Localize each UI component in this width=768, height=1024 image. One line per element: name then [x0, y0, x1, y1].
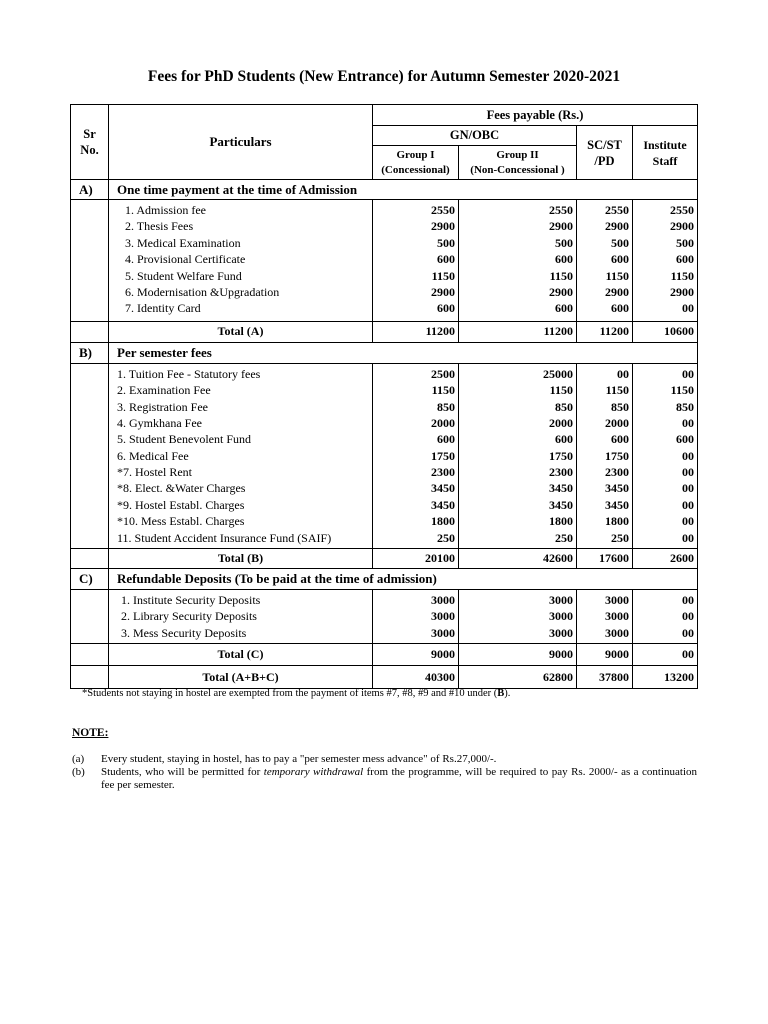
cell-line: 500	[611, 235, 629, 250]
cell-line: 2500	[431, 366, 455, 381]
cell-line: 1800	[431, 514, 455, 529]
cell-line: 6. Medical Fee	[117, 448, 189, 463]
group2-header: Group II (Non-Concessional )	[459, 146, 577, 180]
total-label: Total (B)	[109, 549, 373, 569]
cell-line: 2. Thesis Fees	[125, 219, 194, 234]
cell-line: 2900	[549, 219, 573, 234]
cell-line: 3000	[549, 609, 573, 624]
cell-line: 850	[437, 399, 455, 414]
total-group2: 11200	[459, 321, 577, 342]
cell-line: 1750	[431, 448, 455, 463]
total-scst: 11200	[577, 321, 633, 342]
cell-line: 3000	[431, 625, 455, 640]
cell-line: 00	[682, 625, 694, 640]
cell-line: 1150	[431, 383, 455, 398]
note-text: Every student, staying in hostel, has to pay a "per semester mess advance" of Rs.27,000/-.	[101, 753, 497, 765]
grand-total-group1: 40300	[373, 666, 459, 689]
cell-line: 1750	[605, 448, 629, 463]
cell-line: 5. Student Benevolent Fund	[117, 432, 251, 447]
section-title: Per semester fees	[109, 342, 698, 363]
cell-line: 600	[611, 252, 629, 267]
cell-line: 1150	[549, 383, 573, 398]
group2-values	[459, 200, 577, 322]
group1-values	[373, 200, 459, 322]
grand-total-label: Total (A+B+C)	[109, 666, 373, 689]
total-group1: 9000	[373, 644, 459, 666]
section-title: One time payment at the time of Admission	[109, 180, 698, 200]
scst-values	[577, 363, 633, 548]
cell-line: 3000	[431, 593, 455, 608]
cell-line: 1750	[549, 448, 573, 463]
cell-line: 1. Admission fee	[125, 203, 206, 217]
cell-line: 00	[682, 497, 694, 512]
total-staff: 10600	[633, 321, 698, 342]
cell-line: 1800	[605, 514, 629, 529]
total-scst: 17600	[577, 549, 633, 569]
group1-header: Group I (Concessional)	[373, 146, 459, 180]
cell-line: 850	[611, 399, 629, 414]
cell-line: 1800	[549, 514, 573, 529]
cell-line: 600	[555, 432, 573, 447]
cell-line: 1150	[431, 268, 455, 283]
staff-header: Institute Staff	[633, 126, 698, 180]
cell-line: 500	[437, 235, 455, 250]
scst-values	[577, 200, 633, 322]
cell-line: 6. Modernisation &Upgradation	[125, 284, 280, 299]
section-a-header-row	[71, 180, 698, 200]
cell-line: 00	[682, 366, 694, 381]
grand-total-group2: 62800	[459, 666, 577, 689]
cell-line: 2900	[431, 284, 455, 299]
cell-line: 2000	[605, 415, 629, 430]
hostel-footnote: *Students not staying in hostel are exempted from the payment of items #7, #8, #9 and #10 under (B).	[82, 688, 511, 699]
cell-line: 00	[682, 514, 694, 529]
note-heading: NOTE:	[72, 727, 109, 739]
cell-line: 250	[611, 530, 629, 545]
cell-line: 600	[676, 252, 694, 267]
cell-line: 600	[555, 301, 573, 316]
section-b-items-row	[71, 363, 698, 548]
cell-line: 00	[617, 366, 629, 381]
staff-values	[633, 363, 698, 548]
section-c-items-row	[71, 590, 698, 644]
cell-line: 2000	[431, 415, 455, 430]
cell-line: 600	[676, 432, 694, 447]
group1-values	[373, 363, 459, 548]
cell-line: 1150	[605, 383, 629, 398]
section-letter: C)	[71, 569, 109, 590]
section-c-header-row	[71, 569, 698, 590]
total-group1: 20100	[373, 549, 459, 569]
cell-line: 500	[676, 235, 694, 250]
cell-line: 2550	[431, 203, 455, 217]
staff-values	[633, 590, 698, 644]
cell-line: 3000	[549, 593, 573, 608]
cell-line: 00	[682, 301, 694, 316]
total-label: Total (A)	[109, 321, 373, 342]
cell-line: 250	[555, 530, 573, 545]
cell-line: 1. Tuition Fee - Statutory fees	[117, 366, 261, 381]
cell-line: *7. Hostel Rent	[117, 465, 192, 480]
cell-line: 1. Institute Security Deposits	[121, 593, 261, 608]
cell-line: 2900	[431, 219, 455, 234]
cell-line: 11. Student Accident Insurance Fund (SAIF)	[117, 530, 332, 545]
total-row	[71, 644, 698, 666]
cell-line: 2000	[549, 415, 573, 430]
gn-obc-header: GN/OBC	[373, 126, 577, 146]
cell-line: 600	[437, 432, 455, 447]
total-group1: 11200	[373, 321, 459, 342]
cell-line: 600	[611, 432, 629, 447]
cell-line: 1150	[549, 268, 573, 283]
page-title: Fees for PhD Students (New Entrance) for Autumn Semester 2020-2021	[147, 68, 621, 85]
cell-line: 2550	[605, 203, 629, 217]
cell-line: 850	[555, 399, 573, 414]
cell-line: 5. Student Welfare Fund	[125, 268, 242, 283]
total-label: Total (C)	[109, 644, 373, 666]
cell-line: *10. Mess Establ. Charges	[117, 514, 245, 529]
section-letter: B)	[71, 342, 109, 363]
staff-values	[633, 200, 698, 322]
cell-line: 1150	[605, 268, 629, 283]
item-list	[109, 200, 373, 322]
total-staff: 00	[633, 644, 698, 666]
cell-line: 00	[682, 415, 694, 430]
total-scst: 9000	[577, 644, 633, 666]
cell-line: 3000	[605, 625, 629, 640]
cell-line: 3450	[549, 481, 573, 496]
total-row	[71, 549, 698, 569]
cell-line: 3. Registration Fee	[117, 399, 208, 414]
cell-line: 2900	[605, 284, 629, 299]
cell-line: 2300	[605, 465, 629, 480]
cell-line: 1150	[670, 268, 694, 283]
cell-line: 3000	[605, 593, 629, 608]
cell-line: 2300	[431, 465, 455, 480]
cell-line: 2900	[670, 219, 694, 234]
section-b-header-row	[71, 342, 698, 363]
total-group2: 9000	[459, 644, 577, 666]
group2-values	[459, 363, 577, 548]
cell-line: 2900	[670, 284, 694, 299]
cell-line: *9. Hostel Establ. Charges	[117, 497, 245, 512]
cell-line: 2. Library Security Deposits	[121, 609, 257, 624]
cell-line: 2900	[605, 219, 629, 234]
fees-payable-header: Fees payable (Rs.)	[373, 105, 698, 126]
section-letter: A)	[71, 180, 109, 200]
cell-line: 2300	[549, 465, 573, 480]
cell-line: 4. Provisional Certificate	[125, 252, 246, 267]
item-list	[109, 363, 373, 548]
cell-line: 600	[437, 301, 455, 316]
note-marker: (a)	[72, 753, 85, 765]
cell-line: 2550	[549, 203, 573, 217]
cell-line: 3000	[431, 609, 455, 624]
section-title: Refundable Deposits (To be paid at the time of admission)	[109, 569, 698, 590]
cell-line: 00	[682, 593, 694, 608]
cell-line: 2550	[670, 203, 694, 217]
cell-line: 3450	[431, 497, 455, 512]
cell-line: 600	[611, 301, 629, 316]
total-row	[71, 321, 698, 342]
cell-line: 3450	[605, 481, 629, 496]
fees-table	[70, 104, 698, 689]
particulars-header: Particulars	[109, 105, 373, 180]
note-text: Students, who will be permitted for temporary withdrawal from the programme, will be required to pay Rs. 2000/- as a continuation fee per semester.	[101, 766, 697, 791]
cell-line: 1150	[670, 383, 694, 398]
note-b	[72, 766, 697, 792]
scst-header: SC/ST /PD	[577, 126, 633, 180]
item-list	[109, 590, 373, 644]
cell-line: 4. Gymkhana Fee	[117, 415, 202, 430]
group2-values	[459, 590, 577, 644]
cell-line: 3. Medical Examination	[125, 235, 241, 250]
cell-line: 00	[682, 530, 694, 545]
cell-line: 2900	[549, 284, 573, 299]
cell-line: 3000	[605, 609, 629, 624]
cell-line: 600	[555, 252, 573, 267]
cell-line: 00	[682, 448, 694, 463]
note-a	[72, 753, 697, 766]
grand-total-staff: 13200	[633, 666, 698, 689]
section-a-items-row	[71, 200, 698, 322]
cell-line: 850	[676, 399, 694, 414]
cell-line: 00	[682, 481, 694, 496]
cell-line: 3000	[549, 625, 573, 640]
group1-values	[373, 590, 459, 644]
cell-line: 3450	[431, 481, 455, 496]
sr-no-header: Sr No.	[71, 105, 109, 180]
grand-total-scst: 37800	[577, 666, 633, 689]
cell-line: 3450	[549, 497, 573, 512]
cell-line: 00	[682, 609, 694, 624]
cell-line: 600	[437, 252, 455, 267]
cell-line: 250	[437, 530, 455, 545]
grand-total-row	[71, 666, 698, 689]
scst-values	[577, 590, 633, 644]
cell-line: 25000	[543, 366, 573, 381]
note-marker: (b)	[72, 766, 85, 778]
cell-line: 00	[682, 465, 694, 480]
cell-line: 7. Identity Card	[125, 301, 201, 316]
cell-line: 3. Mess Security Deposits	[121, 625, 247, 640]
cell-line: 2. Examination Fee	[117, 383, 211, 398]
total-group2: 42600	[459, 549, 577, 569]
cell-line: 3450	[605, 497, 629, 512]
cell-line: 500	[555, 235, 573, 250]
total-staff: 2600	[633, 549, 698, 569]
cell-line: *8. Elect. &Water Charges	[117, 481, 246, 496]
